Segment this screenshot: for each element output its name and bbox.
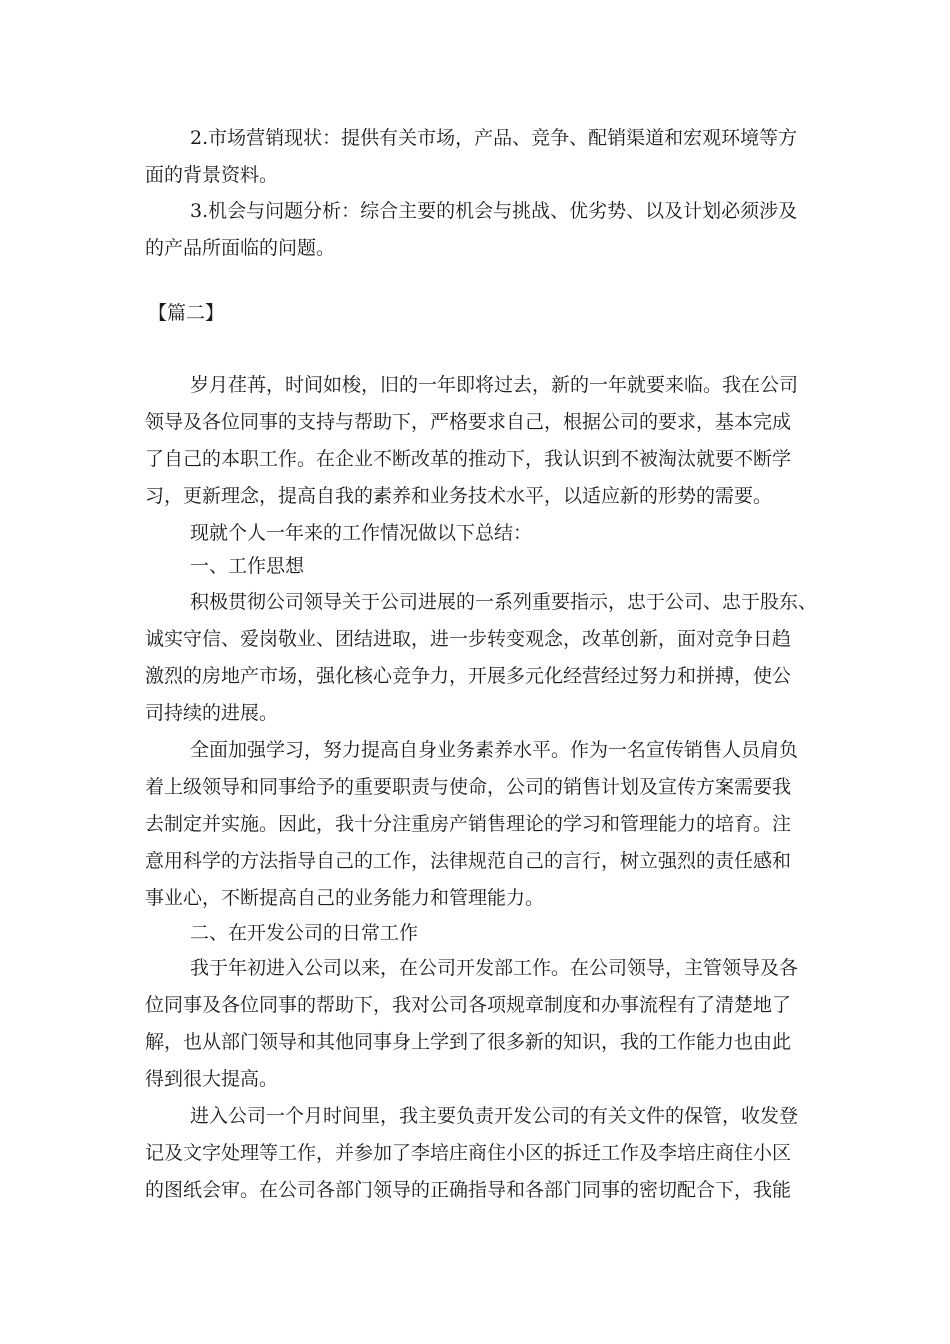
subsection-title: 二、在开发公司的日常工作 [190,922,419,944]
paragraph-line: 现就个人一年来的工作情况做以下总结： [190,522,533,544]
paragraph-line: 激烈的房地产市场，强化核心竞争力，开展多元化经营经过努力和拼搏，使公 [145,665,792,687]
paragraph-line: 记及文字处理等工作，并参加了李培庄商住小区的拆迁工作及李培庄商住小区 [145,1142,792,1164]
paragraph-line: 了自己的本职工作。在企业不断改革的推动下，我认识到不被淘汰就要不断学 [145,448,792,470]
paragraph-line: 3.机会与问题分析：综合主要的机会与挑战、优劣势、以及计划必须涉及 [190,200,798,222]
paragraph-line: 位同事及各位同事的帮助下，我对公司各项规章制度和办事流程有了清楚地了 [145,994,792,1016]
paragraph-line: 司持续的进展。 [145,702,279,724]
paragraph-line: 岁月荏苒，时间如梭，旧的一年即将过去，新的一年就要来临。我在公司 [190,374,799,396]
paragraph-line: 去制定并实施。因此，我十分注重房产销售理论的学习和管理能力的培育。注 [145,813,792,835]
paragraph-line: 得到很大提高。 [145,1068,279,1090]
paragraph-line: 领导及各位同事的支持与帮助下，严格要求自己，根据公司的要求，基本完成 [145,411,792,433]
paragraph-line: 的产品所面临的问题。 [145,237,336,259]
paragraph-line: 解，也从部门领导和其他同事身上学到了很多新的知识，我的工作能力也由此 [145,1031,792,1053]
paragraph-line: 习，更新理念，提高自我的素养和业务技术水平，以适应新的形势的需要。 [145,485,773,507]
paragraph-line: 的图纸会审。在公司各部门领导的正确指导和各部门同事的密切配合下，我能 [145,1179,792,1201]
section-heading: 【篇二】 [148,302,225,324]
paragraph-line: 意用科学的方法指导自己的工作，法律规范自己的言行，树立强烈的责任感和 [145,850,792,872]
paragraph-line: 我于年初进入公司以来，在公司开发部工作。在公司领导，主管领导及各 [190,957,799,979]
paragraph-line: 面的背景资料。 [145,164,279,186]
paragraph-line: 事业心，不断提高自己的业务能力和管理能力。 [145,887,545,909]
paragraph-line: 积极贯彻公司领导关于公司进展的一系列重要指示，忠于公司、忠于股东、 [190,591,818,613]
paragraph-line: 2.市场营销现状：提供有关市场，产品、竞争、配销渠道和宏观环境等方 [190,127,798,149]
paragraph-line: 全面加强学习，努力提高自身业务素养水平。作为一名宣传销售人员肩负 [190,739,799,761]
subsection-title: 一、工作思想 [190,555,305,577]
paragraph-line: 进入公司一个月时间里，我主要负责开发公司的有关文件的保管，收发登 [190,1105,799,1127]
paragraph-line: 着上级领导和同事给予的重要职责与使命，公司的销售计划及宣传方案需要我 [145,776,792,798]
paragraph-line: 诚实守信、爱岗敬业、团结进取，进一步转变观念，改革创新，面对竞争日趋 [145,628,792,650]
